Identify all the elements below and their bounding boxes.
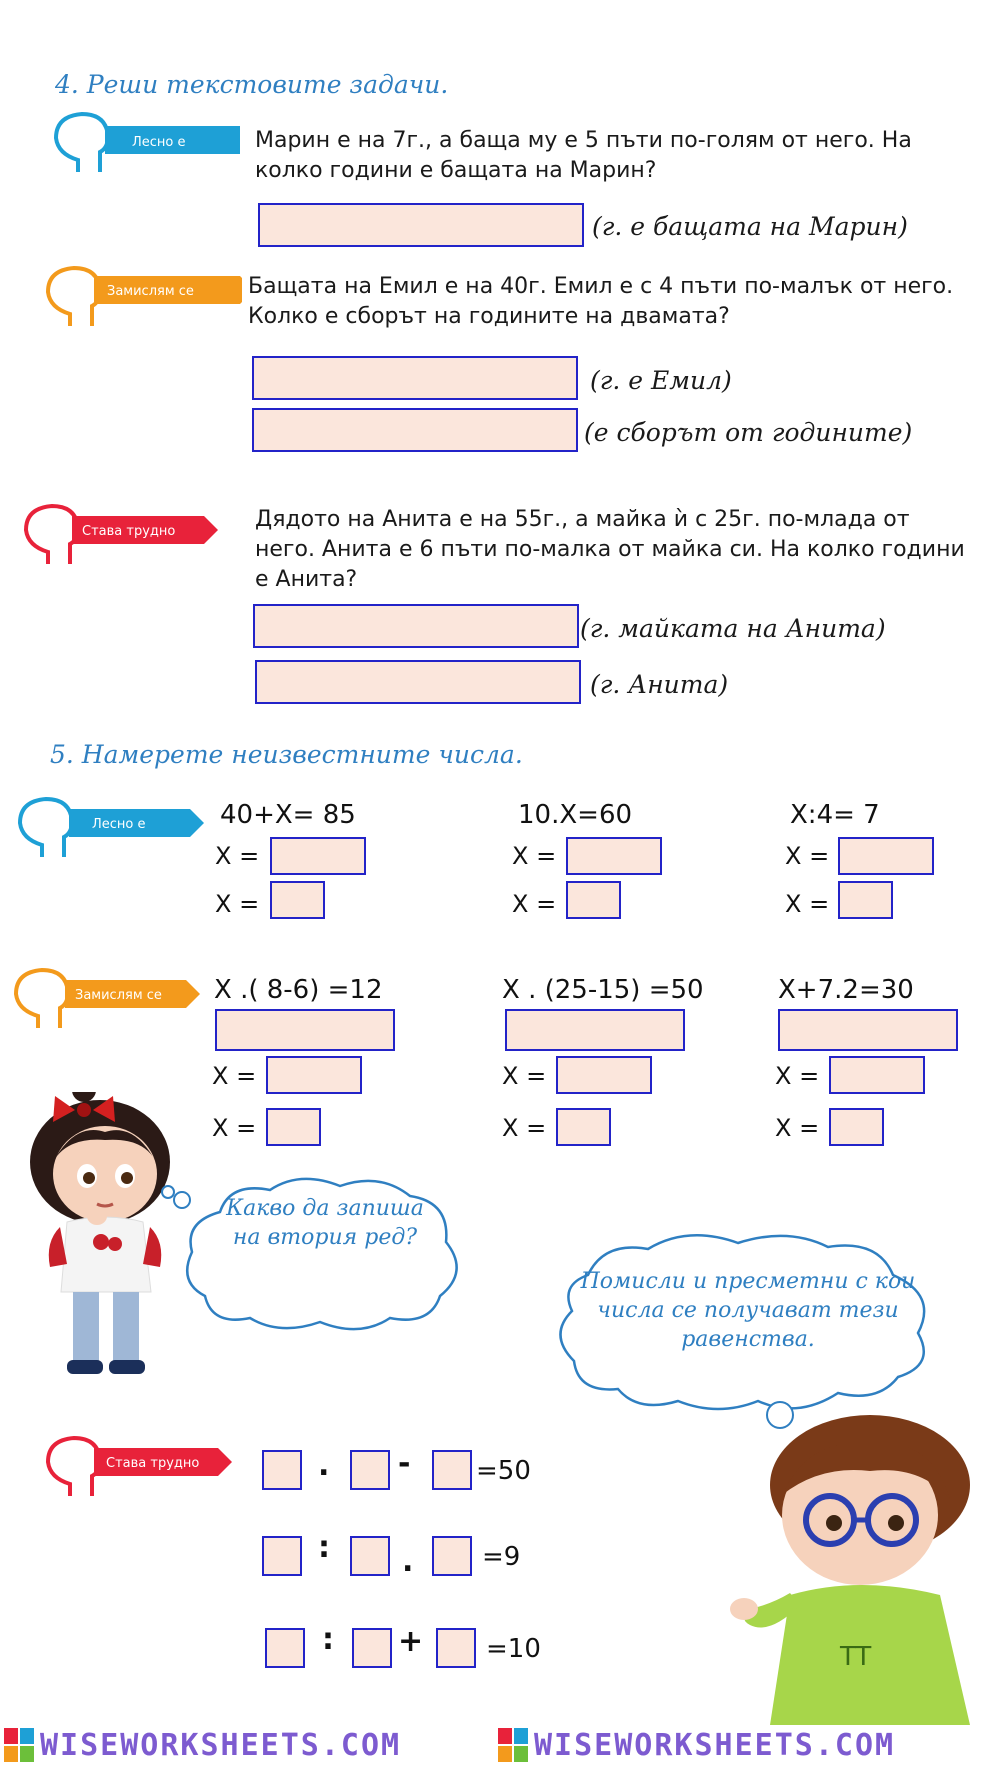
footer-brand-text: WISEWORKSHEETS.COM: [534, 1728, 896, 1763]
number-box[interactable]: [350, 1536, 390, 1576]
x-answer-input[interactable]: [266, 1108, 321, 1146]
step-input[interactable]: [829, 1056, 925, 1094]
step-input[interactable]: [566, 837, 662, 875]
number-box[interactable]: [262, 1450, 302, 1490]
problem-text-2: Бащата на Емил е на 40г. Емил е с 4 пъти по-малък от него. Колко е сборът на годините на двамата?: [248, 274, 954, 329]
x-label: X =: [502, 1114, 547, 1142]
number-box[interactable]: [352, 1628, 392, 1668]
difficulty-tag-medium: [10, 964, 210, 1036]
step-input[interactable]: [270, 837, 366, 875]
operator: .: [402, 1544, 414, 1579]
x-label: X =: [775, 1114, 820, 1142]
boy-illustration: [700, 1395, 1000, 1725]
equation-1: 40+X= 85: [220, 800, 356, 830]
wise-logo-icon: [4, 1728, 34, 1762]
expression-result: =50: [476, 1456, 531, 1486]
answer-label: (г. е Емил): [590, 366, 732, 395]
equation-6: X+7.2=30: [778, 975, 914, 1005]
x-label: X =: [212, 1114, 257, 1142]
tag-label: Става трудно: [82, 524, 176, 539]
x-label: X =: [785, 842, 830, 870]
x-answer-input[interactable]: [270, 881, 325, 919]
difficulty-tag-easy: [50, 108, 240, 180]
x-label: X =: [502, 1062, 547, 1090]
tag-label: Става трудно: [106, 1456, 200, 1471]
task4-heading: 4. Реши текстовите задачи.: [55, 70, 449, 99]
x-label: X =: [212, 1062, 257, 1090]
x-label: X =: [215, 842, 260, 870]
x-label: X =: [785, 890, 830, 918]
number-box[interactable]: [432, 1450, 472, 1490]
answer-input-mother-age[interactable]: [253, 604, 579, 648]
x-label: X =: [775, 1062, 820, 1090]
operator: -: [398, 1446, 411, 1481]
difficulty-tag-easy: [14, 793, 204, 865]
answer-label: (г. Анита): [590, 670, 729, 699]
step-input[interactable]: [778, 1009, 958, 1051]
thought-text-girl: Какво да запиша на втория ред?: [226, 1196, 424, 1250]
tag-label: Замислям се: [75, 988, 162, 1003]
tag-label: Лесно е: [92, 817, 146, 832]
wise-logo-icon: [498, 1728, 528, 1762]
number-box[interactable]: [265, 1628, 305, 1668]
svg-text:TT: TT: [840, 1642, 872, 1672]
answer-label: (е сборът от годините): [584, 418, 913, 447]
number-box[interactable]: [262, 1536, 302, 1576]
x-answer-input[interactable]: [566, 881, 621, 919]
step-input[interactable]: [266, 1056, 362, 1094]
step-input[interactable]: [505, 1009, 685, 1051]
equation-2: 10.X=60: [518, 800, 633, 830]
footer-brand-text: WISEWORKSHEETS.COM: [40, 1728, 402, 1763]
operator: +: [398, 1624, 424, 1659]
difficulty-tag-hard: [20, 500, 220, 572]
step-input[interactable]: [838, 837, 934, 875]
x-label: X =: [512, 890, 557, 918]
step-input[interactable]: [556, 1056, 652, 1094]
operator: .: [318, 1448, 330, 1483]
tag-label: Лесно е: [132, 135, 186, 150]
thought-bubble-girl: [150, 1172, 470, 1332]
x-label: X =: [215, 890, 260, 918]
difficulty-tag-medium: [42, 262, 242, 334]
x-answer-input[interactable]: [838, 881, 893, 919]
number-box[interactable]: [436, 1628, 476, 1668]
task5-heading: 5. Намерете неизвестните числа.: [50, 740, 523, 769]
thought-text-boy: Помисли и пресметни с кои числа се получават тези равенства.: [580, 1269, 916, 1352]
answer-label: (г. е бащата на Марин): [592, 212, 908, 241]
x-label: X =: [512, 842, 557, 870]
answer-label: (г. майката на Анита): [580, 614, 886, 643]
answer-input-age-sum[interactable]: [252, 408, 578, 452]
expression-result: =10: [486, 1634, 541, 1664]
number-box[interactable]: [350, 1450, 390, 1490]
problem-text-1: Марин е на 7г., а баща му е 5 пъти по-голям от него. На колко години е бащата на Марин?: [255, 128, 912, 183]
equation-4: X .( 8-6) =12: [214, 975, 383, 1005]
x-answer-input[interactable]: [829, 1108, 884, 1146]
answer-input-father-age[interactable]: [258, 203, 584, 247]
equation-3: X:4= 7: [790, 800, 880, 830]
footer-banner: [0, 1722, 1000, 1770]
step-input[interactable]: [215, 1009, 395, 1051]
number-box[interactable]: [432, 1536, 472, 1576]
x-answer-input[interactable]: [556, 1108, 611, 1146]
tag-label: Замислям се: [107, 284, 194, 299]
equation-5: X . (25-15) =50: [502, 975, 704, 1005]
answer-input-emil-age[interactable]: [252, 356, 578, 400]
operator: :: [322, 1622, 334, 1657]
problem-text-3: Дядото на Анита е на 55г., а майка ѝ с 25г. по-млада от него. Анита е 6 пъти по-малка от майка си. На колко години е Анита?: [255, 507, 965, 592]
expression-result: =9: [482, 1542, 521, 1572]
operator: :: [318, 1530, 330, 1565]
difficulty-tag-hard: [42, 1432, 242, 1504]
answer-input-anita-age[interactable]: [255, 660, 581, 704]
